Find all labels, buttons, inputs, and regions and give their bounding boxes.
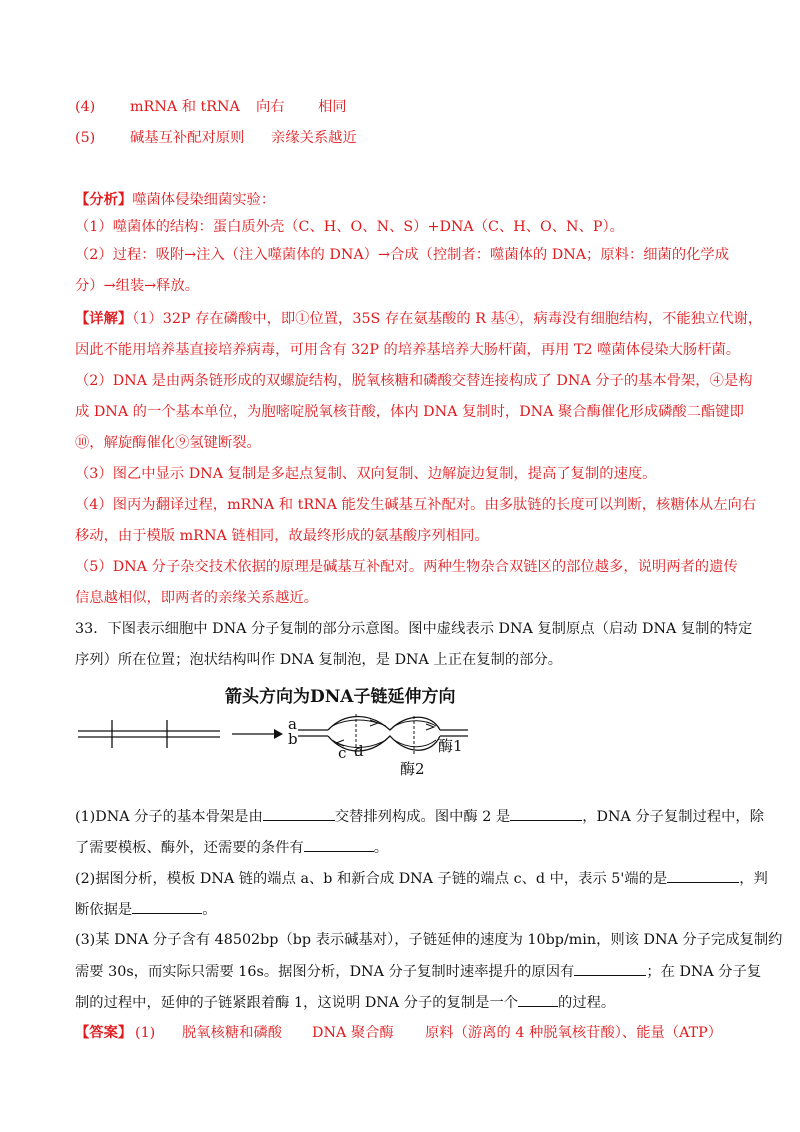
question-text: (2)据图分析，模板 DNA 链的端点 a、b 和新合成 DNA 子链的端点 c、d 中，表示 5'端的是: [75, 871, 668, 887]
question-text: ，DNA 分子复制过程中，除: [582, 809, 765, 825]
detail-line: 移动，由于模版 mRNA 链相同，故最终形成的氨基酸序列相同。: [75, 528, 489, 544]
sub-question-2-cont: [75, 899, 216, 920]
answer-blank[interactable]: [304, 837, 374, 852]
answer-number: (4): [75, 99, 96, 115]
question-intro: 序列）所在位置；泡状结构叫作 DNA 复制泡，是 DNA 上正在复制的部分。: [75, 652, 563, 668]
sub-question-3: (3)某 DNA 分子含有 48502bp（bp 表示碱基对），子链延伸的速度为 10bp/min，则该 DNA 分子完成复制约: [75, 932, 783, 948]
answer-item: 相同: [318, 99, 347, 115]
elongation-arrow: [426, 724, 434, 730]
sub-question-2: [75, 868, 768, 889]
analysis-line: 分）→组装→释放。: [75, 278, 200, 294]
answer-item: 向右: [256, 99, 285, 115]
question-text: 断依据是: [75, 902, 133, 918]
detail-line: （3）图乙中显示 DNA 复制是多起点复制、双向复制、边解旋边复制，提高了复制的速度。: [75, 466, 657, 482]
label-a: a: [288, 715, 297, 733]
detail-line: [75, 309, 762, 329]
sub-question-1-cont: [75, 837, 388, 858]
question-text: 制的过程中，延伸的子链紧跟着酶 1，这说明 DNA 分子的复制是一个: [75, 995, 519, 1011]
detail-line: 因此不能用培养基直接培养病毒，可用含有 32P 的培养基培养大肠杆菌，再用 T2 噬菌体侵染大肠杆菌。: [75, 342, 741, 358]
dna-replication-figure: [70, 680, 490, 790]
answer-blank[interactable]: [132, 899, 202, 914]
answer-item: 脱氧核糖和磷酸: [182, 1025, 283, 1041]
detail-text: （1）32P 存在磷酸中，即①位置，35S 存在氨基酸的 R 基④，病毒没有细胞结构，不能独立代谢，: [132, 311, 763, 327]
question-intro: 33．下图表示细胞中 DNA 分子复制的部分示意图。图中虚线表示 DNA 复制原点（启动 DNA 复制的特定: [75, 621, 753, 637]
question-text: 了需要模板、酶外，还需要的条件有: [75, 840, 304, 856]
answer-blank[interactable]: [667, 868, 739, 883]
answer-blank[interactable]: [574, 961, 646, 976]
answer-item: mRNA 和 tRNA: [130, 99, 240, 115]
analysis-heading: [75, 190, 275, 210]
figure-caption: 箭头方向为DNA子链延伸方向: [225, 687, 456, 707]
answer-number: (1): [135, 1025, 156, 1041]
detail-line: （4）图丙为翻译过程，mRNA 和 tRNA 能发生碱基互补配对。由多肽链的长度可以判断，核糖体从左向右: [75, 497, 757, 513]
detail-line: （5）DNA 分子杂交技术依据的原理是碱基互补配对。两种生物杂合双链区的部位越多，说明两者的遗传: [75, 559, 738, 575]
answer-item: 原料（游离的 4 种脱氧核苷酸）、能量（ATP）: [425, 1025, 723, 1041]
question-text: 。: [202, 902, 217, 918]
replication-bubble: [328, 717, 440, 731]
answer-item: DNA 聚合酶: [312, 1025, 394, 1041]
sub-question-3-cont: [75, 992, 615, 1013]
answer-number: (5): [75, 130, 96, 146]
label-enzyme1: 酶1: [438, 737, 463, 755]
sub-question-3-cont: [75, 961, 761, 982]
question-text: 。: [373, 840, 389, 856]
answer-blank[interactable]: [263, 806, 335, 821]
detail-line: ⑩，解旋酶催化⑨氢键断裂。: [75, 435, 261, 451]
analysis-tag: 【分析】: [75, 192, 133, 208]
label-c: c: [338, 744, 347, 762]
answer-item: 碱基互补配对原则: [130, 130, 245, 146]
analysis-line: （1）噬菌体的结构：蛋白质外壳（C、H、O、N、S）+DNA（C、H、O、N、P）。: [75, 219, 624, 235]
answer-blank[interactable]: [510, 806, 582, 821]
answer-item: 亲缘关系越近: [271, 130, 357, 146]
analysis-title: 噬菌体侵染细菌实验：: [132, 192, 276, 208]
question-text: 交替排列构成。图中酶 2 是: [334, 809, 511, 825]
label-d: d: [354, 742, 364, 760]
daughter-strand: [394, 740, 436, 747]
arrow-head: [274, 729, 283, 739]
label-enzyme2: 酶2: [400, 760, 425, 778]
detail-line: 信息越相似，即两者的亲缘关系越近。: [75, 590, 319, 606]
question-text: ；在 DNA 分子复: [646, 964, 762, 980]
question-text: ，判: [739, 871, 768, 887]
detail-tag: 【详解】: [75, 311, 133, 327]
answer-blank[interactable]: [518, 992, 558, 1007]
detail-line: （2）DNA 是由两条链形成的双螺旋结构，脱氧核糖和磷酸交替连接构成了 DNA 分子的基本骨架，④是构: [75, 373, 753, 389]
analysis-line: （2）过程：吸附→注入（注入噬菌体的 DNA）→合成（控制者：噬菌体的 DNA；原料：细菌的化学成: [75, 247, 730, 263]
detail-line: 成 DNA 的一个基本单位，为胞嘧啶脱氧核苷酸，体内 DNA 复制时，DNA 聚合酶催化形成磷酸二酯键即: [75, 404, 744, 420]
question-text: 的过程。: [558, 995, 616, 1011]
sub-question-1: [75, 806, 764, 827]
question-text: 需要 30s，而实际只需要 16s。据图分析，DNA 分子复制时速率提升的原因有: [75, 964, 575, 980]
label-b: b: [288, 730, 298, 748]
question-text: (1)DNA 分子的基本骨架是由: [75, 809, 263, 825]
answer-tag: 【答案】: [75, 1025, 133, 1041]
